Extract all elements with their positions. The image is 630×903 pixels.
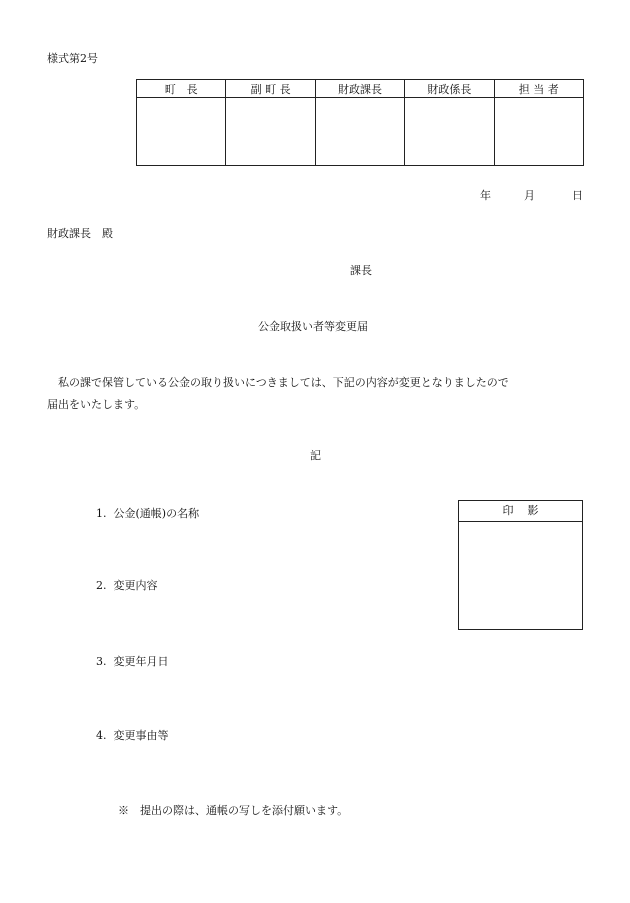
item-change-date [96, 653, 169, 669]
sender-department: 課長 [350, 264, 372, 277]
date-month-label: 月 [524, 189, 535, 202]
seal-impression-label: 印影 [459, 501, 582, 522]
approval-stamp-cell [137, 98, 226, 166]
approval-stamp-table [136, 79, 584, 166]
item-label: 変更内容 [113, 579, 158, 592]
date-year-label: 年 [480, 189, 491, 202]
ki-heading: 記 [310, 449, 321, 462]
body-line: 届出をいたします。 [47, 398, 146, 411]
item-number: 3. [96, 655, 107, 668]
body-text [47, 372, 567, 416]
item-number: 2. [96, 579, 107, 592]
approval-stamp-cell [405, 98, 494, 166]
item-change-content [96, 577, 158, 593]
seal-impression-box [458, 500, 583, 630]
approval-header-staff: 担 当 者 [494, 80, 583, 98]
item-label: 公金(通帳)の名称 [113, 507, 200, 520]
recipient: 財政課長 殿 [47, 227, 113, 240]
item-label: 変更年月日 [113, 655, 169, 668]
item-number: 4. [96, 729, 107, 742]
approval-header-mayor: 町 長 [137, 80, 226, 98]
item-label: 変更事由等 [113, 729, 169, 742]
approval-stamp-cell [226, 98, 315, 166]
approval-stamp-cell [494, 98, 583, 166]
approval-header-deputy-mayor: 副 町 長 [226, 80, 315, 98]
approval-header-finance-sub-chief: 財政係長 [405, 80, 494, 98]
document-title: 公金取扱い者等変更届 [258, 320, 368, 333]
note: ※ 提出の際は、通帳の写しを添付願います。 [118, 804, 349, 817]
form-number: 様式第2号 [47, 52, 98, 65]
approval-header-finance-section-chief: 財政課長 [315, 80, 404, 98]
date-day-label: 日 [572, 189, 583, 202]
body-line: 私の課で保管している公金の取り扱いにつきましては、下記の内容が変更となりましたので [47, 376, 509, 389]
item-number: 1. [96, 507, 107, 520]
approval-stamp-cell [315, 98, 404, 166]
item-change-reason [96, 727, 169, 743]
item-account-name [96, 505, 199, 521]
